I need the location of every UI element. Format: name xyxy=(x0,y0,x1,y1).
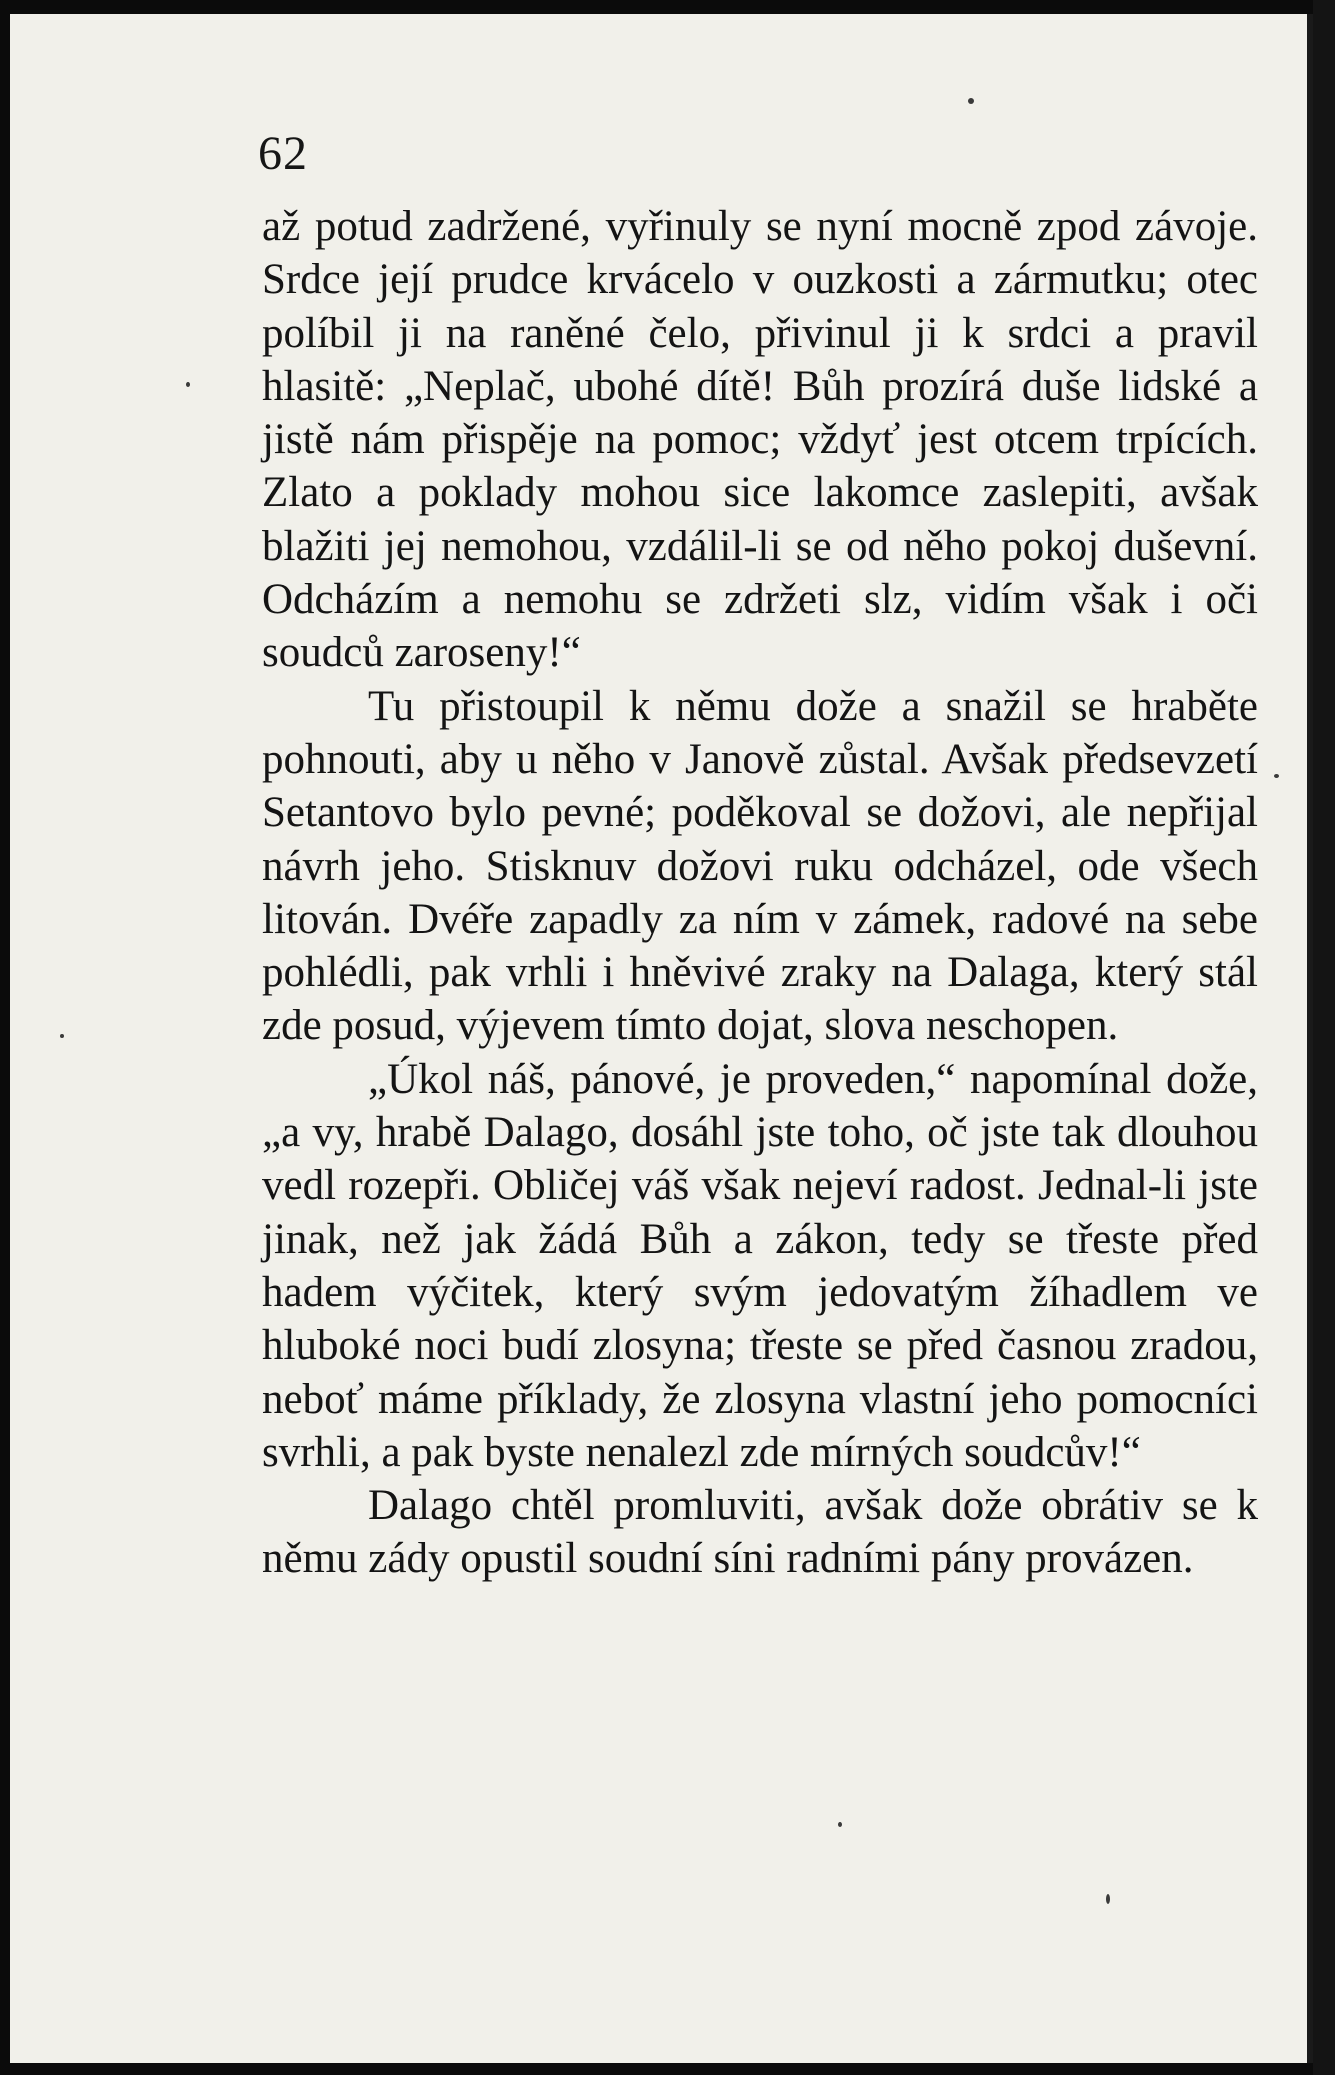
scan-speck xyxy=(968,98,974,104)
book-page xyxy=(10,14,1313,2063)
scan-speck xyxy=(1274,774,1279,778)
paragraph-3: „Úkol náš, pánové, je proveden,“ napomínal dože, „a vy, hrabě Dalago, dosáhl jste toho, oč jste tak dlouhou vedl rozepři. Obličej váš však nejeví radost. Jednal-li jste jinak, než jak žádá Bůh a zákon, tedy se třeste před hadem výčitek, který svým jedovatým žíhadlem ve hluboké noci budí zlosyna; třeste se před časnou zradou, neboť máme příklady, že zlosyna vlastní jeho pomocníci svrhli, a pak byste nenalezl zde mírných soudcův!“ xyxy=(262,1055,1258,1476)
paragraph-2: Tu přistoupil k němu dože a snažil se hraběte pohnouti, aby u něho v Janově zůstal. Avšak předsevzetí Setantovo bylo pevné; poděkoval se dožovi, ale nepřijal návrh jeho. Stisknuv dožovi ruku odcházel, ode všech litován. Dvéře zapadly za ním v zámek, radové na sebe pohlédli, pak vrhli i hněvivé zraky na Dalaga, který stál zde posud, výjevem tímto dojat, slova neschopen. xyxy=(262,682,1258,1050)
page-number: 62 xyxy=(258,127,308,180)
scan-speck xyxy=(1106,1894,1110,1904)
scan-speck xyxy=(186,382,190,387)
scan-edge xyxy=(1313,0,1335,2075)
body-text xyxy=(262,200,1258,1586)
scan-speck xyxy=(838,1822,842,1827)
paragraph-1: až potud zadržené, vyřinuly se nyní mocně zpod závoje. Srdce její prudce krvácelo v ouzkosti a zármutku; otec políbil ji na raněné čelo, přivinul ji k srdci a pravil hlasitě: „Neplač, ubohé dítě! Bůh prozírá duše lidské a jistě nám přispěje na pomoc; vždyť jest otcem trpících. Zlato a poklady mohou sice lakomce zaslepiti, avšak blažiti jej nemohou, vzdálil-li se od něho pokoj duševní. Odcházím a nemohu se zdržeti slz, vidím však i oči soudců zaroseny!“ xyxy=(262,203,1258,677)
scan-speck xyxy=(60,1034,64,1038)
paragraph-4: Dalago chtěl promluviti, avšak dože obrátiv se k němu zády opustil soudní síni radními pány provázen. xyxy=(262,1482,1258,1583)
